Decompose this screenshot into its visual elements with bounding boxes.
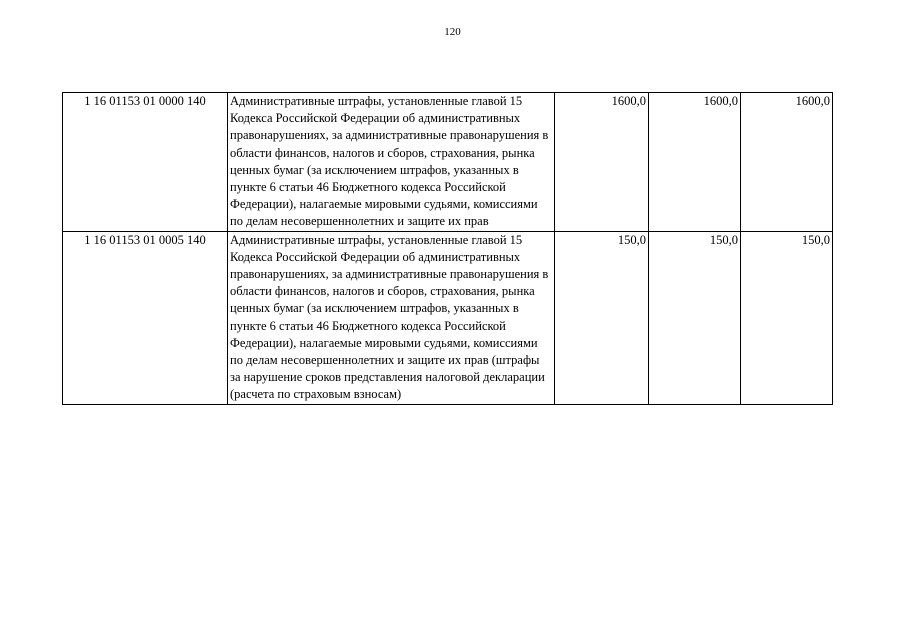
description-cell: Административные штрафы, установленные главой 15 Кодекса Российской Федерации об административных правонарушениях, за административные правонарушения в области финансов, налогов и сборов, страхования, рынка ценных бумаг (за исключением штрафов, указанных в пункте 6 статьи 46 Бюджетного кодекса Российской Федерации), налагаемые мировыми судьями, комиссиями по делам несовершеннолетних и защите их прав (штрафы за нарушение сроков представления налоговой декларации (расчета по страховым взносам) <box>228 231 555 404</box>
amount-cell: 150,0 <box>649 231 741 404</box>
amount-cell: 150,0 <box>741 231 833 404</box>
budget-code-cell: 1 16 01153 01 0005 140 <box>63 231 228 404</box>
table-row <box>63 231 833 404</box>
description-cell: Административные штрафы, установленные главой 15 Кодекса Российской Федерации об административных правонарушениях, за административные правонарушения в области финансов, налогов и сборов, страхования, рынка ценных бумаг (за исключением штрафов, указанных в пункте 6 статьи 46 Бюджетного кодекса Российской Федерации), налагаемые мировыми судьями, комиссиями по делам несовершеннолетних и защите их прав <box>228 93 555 232</box>
amount-cell: 150,0 <box>555 231 649 404</box>
amount-cell: 1600,0 <box>741 93 833 232</box>
amount-cell: 1600,0 <box>555 93 649 232</box>
page-number: 120 <box>444 26 461 38</box>
amount-cell: 1600,0 <box>649 93 741 232</box>
budget-code-cell: 1 16 01153 01 0000 140 <box>63 93 228 232</box>
budget-table <box>62 92 833 405</box>
table-row <box>63 93 833 232</box>
